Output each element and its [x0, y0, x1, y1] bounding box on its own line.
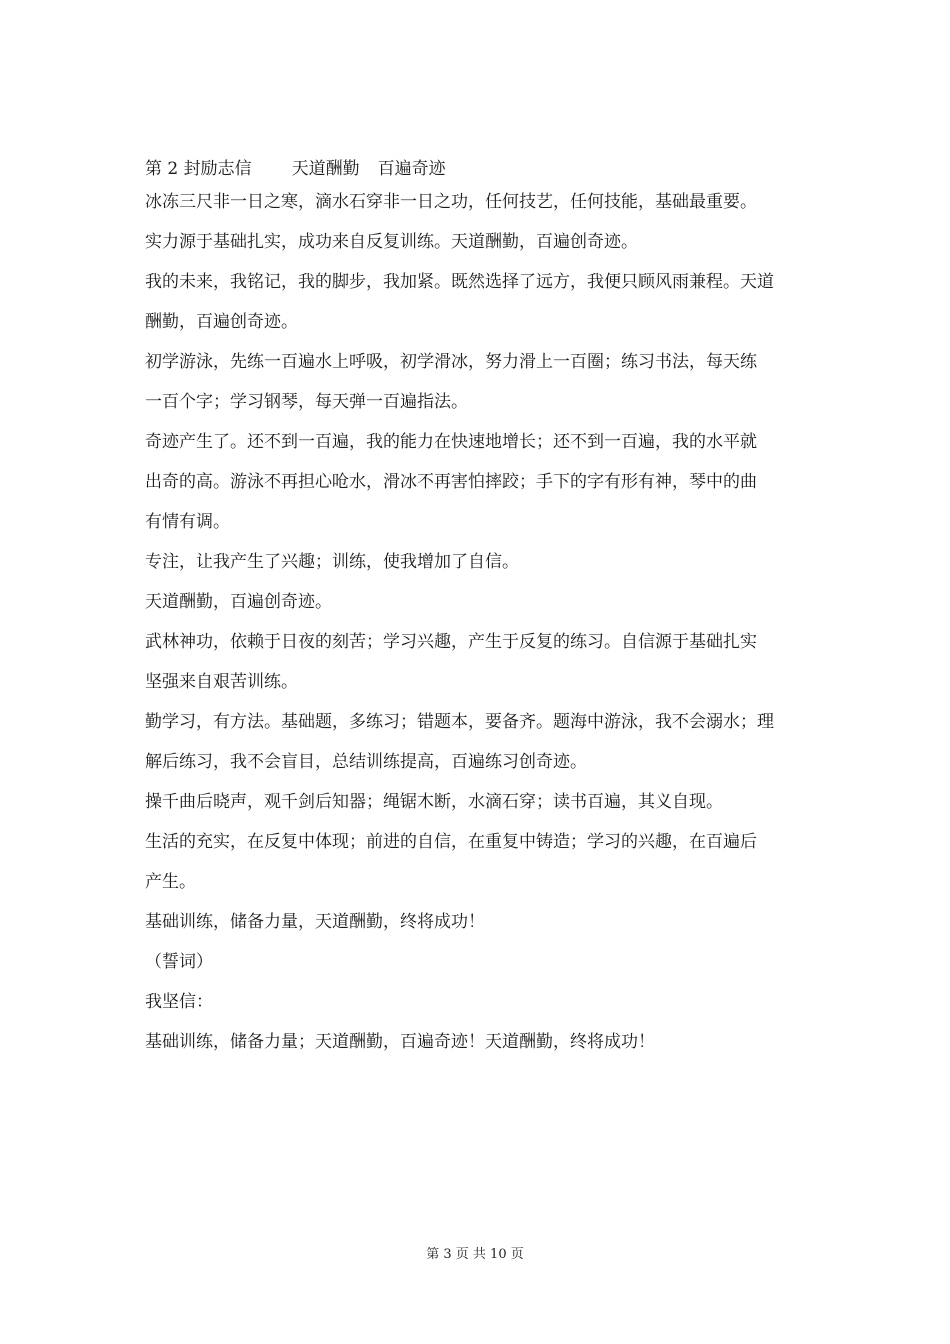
text-line-1: 冰冻三尺非一日之寒，滴水石穿非一日之功，任何技艺，任何技能，基础最重要。 [145, 192, 757, 212]
text-line-14: 勤学习，有方法。基础题，多练习；错题本，要备齐。题海中游泳，我不会溺水；理 [145, 712, 774, 732]
letter-number: 第 2 封励志信 [145, 159, 252, 179]
letter-theme-1: 天道酬勤 [291, 159, 360, 179]
text-line-9: 有情有调。 [145, 512, 230, 532]
text-line-21: 我坚信： [145, 992, 213, 1012]
text-line-10: 专注，让我产生了兴趣；训练，使我增加了自信。 [145, 552, 519, 572]
text-line-3: 我的未来，我铭记，我的脚步，我加紧。既然选择了远方，我便只顾风雨兼程。天道 [145, 272, 774, 292]
text-line-15: 解后练习，我不会盲目，总结训练提高，百遍练习创奇迹。 [145, 752, 587, 772]
page-number-footer: 第 3 页 共 10 页 [426, 1247, 524, 1262]
text-line-5: 初学游泳，先练一百遍水上呼吸，初学滑冰，努力滑上一百圈；练习书法，每天练 [145, 352, 757, 372]
text-line-22: 基础训练，储备力量；天道酬勤，百遍奇迹！天道酬勤，终将成功！ [145, 1032, 655, 1052]
text-line-16: 操千曲后晓声，观千剑后知器；绳锯木断，水滴石穿；读书百遍，其义自现。 [145, 792, 723, 812]
letter-title [145, 158, 810, 180]
document-body [145, 158, 810, 1053]
text-line-4: 酬勤，百遍创奇迹。 [145, 312, 298, 332]
text-line-17: 生活的充实，在反复中体现；前进的自信，在重复中铸造；学习的兴趣，在百遍后 [145, 832, 757, 852]
text-line-7: 奇迹产生了。还不到一百遍，我的能力在快速地增长；还不到一百遍，我的水平就 [145, 432, 757, 452]
text-line-11: 天道酬勤，百遍创奇迹。 [145, 592, 332, 612]
letter-theme-2: 百遍奇迹 [377, 159, 446, 179]
text-line-12: 武林神功，依赖于日夜的刻苦；学习兴趣，产生于反复的练习。自信源于基础扎实 [145, 632, 757, 652]
text-line-8: 出奇的高。游泳不再担心呛水，滑冰不再害怕摔跤；手下的字有形有神，琴中的曲 [145, 472, 757, 492]
text-line-18: 产生。 [145, 872, 196, 892]
text-line-6: 一百个字；学习钢琴，每天弹一百遍指法。 [145, 392, 468, 412]
text-line-19: 基础训练，储备力量，天道酬勤，终将成功！ [145, 912, 485, 932]
text-line-13: 坚强来自艰苦训练。 [145, 672, 298, 692]
text-line-20: （誓词） [145, 952, 213, 972]
text-line-2: 实力源于基础扎实，成功来自反复训练。天道酬勤，百遍创奇迹。 [145, 232, 638, 252]
